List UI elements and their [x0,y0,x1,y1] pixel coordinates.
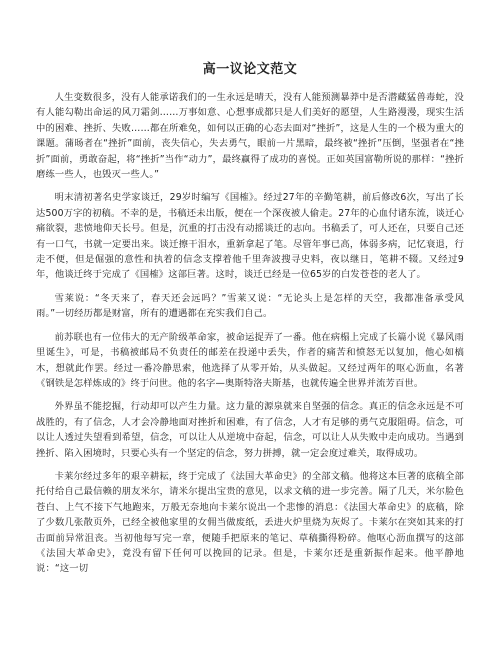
paragraph-intro: 人生变数很多，没有人能承诺我们的一生永远是晴天，没有人能预测暴莽中是否潜藏猛兽毒蛇，没有人能勾勒出命运的风刀霜剑……万事如意、心想事成都只是人们美好的愿望，人生路漫漫，现实生活中的困难、挫折、失败……都在所难免，如何以正确的心态去面对“挫折”，这是人生的一个极为重大的课题。蒲旸者在“挫折”面前，丧失信心，失去勇气，眼前一片黑暗，最终被“挫折”压倒，坚强者在“挫折”面前，勇敢奋起，将“挫折”当作“动力”，最终赢得了成功的喜悦。正如英国富勒所说的那样：“挫折磨练一些人，也毁灭一些人。” [36,92,464,181]
paragraph-shelley: 雪莱说：“冬天来了，春天还会远吗？”雪莱又说：“无论头上是怎样的天空，我都准备承受风雨。”一切经历都是财富，所有的遭遇都在充实我们自己。 [36,292,464,320]
paragraph-carlyle: 卡莱尔经过多年的艰辛耕耘，终于完成了《法国大革命史》的全部文稿。他将这本巨著的底稿全部托付给自己最信赖的朋友米尔，请米尔提出宝贵的意见，以求文稿的进一步完善。隔了几天，米尔脸色苍白、上气不接下气地跑来，万般无奈地向卡莱尔说出一个悲惨的消息：《法国大革命史》的底稿，除了少数几张散页外，已经全被他家里的女佣当做废纸，丢进火炉里烧为灰烬了。卡莱尔在突如其来的打击面前异常沮丧。当初他每写完一章，便随手把原来的笔记、草稿撕得粉碎。他呕心沥血撰写的这部《法国大革命史》，竟没有留下任何可以挽回的记录。但是，卡莱尔还是重新振作起来。他平静地说：“这一切 [36,470,464,575]
page-title: 高一议论文范文 [202,62,298,77]
paragraph-belief: 外界虽不能挖掘，行动却可以产生力量。这力量的源泉就来自坚强的信念。真正的信念永远是不可战胜的，有了信念，人才会冷静地面对挫折和困难，有了信念，人才有足够的勇气克服阻碍。信念，可以让人透过失望看到希望，信念，可以让人从逆境中奋起，信念，可以让人从失败中走向成功。当遇到挫折、陷入困境时，只要心头有一个坚定的信念，努力拼搏，就一定会度过难关，取得成功。 [36,401,464,459]
paragraph-ostrovsky: 前苏联也有一位伟大的无产阶级革命家，被命运捉弄了一番。他在病榻上完成了长篇小说《暴风雨里诞生》，可是，书稿被邮局不负责任的邮差在投递中丢失，作者的痛苦和愤怒无以复加，他心如槁木，想就此作罢。经过一番冷静思索，他选择了从零开始，从头做起。又经过两年的呕心沥血，名著《钢铁是怎样炼成的》终于问世。他的名字—奥斯特洛夫斯基，也就传遍全世界并流芳百世。 [36,331,464,389]
paragraph-tan-qian: 明末清初著名史学家谈迁，29岁时编写《国榷》。经过27年的辛勤笔耕，前后修改6次，写出了长达500万字的初稿。不幸的是，书稿还未出版，便在一个深夜被人偷走。27年的心血付诸东流，谈迁心痛欲裂，悲愤地仰天长号。但是，沉重的打击没有动摇谈迁的志向。书稿丢了，可人还在，只要自己还有一口气，书就一定要出来。谈迁擦干泪水，重新拿起了笔。尽管年事已高，体弱多病，记忆衰退，行走不便，但是倔强的意性和执着的信念支撑着他千里奔波搜寻史料，夜以继日，笔耕不辍。又经过9年，他谈迁终于完成了《国榷》这部巨著。这时，谈迁已经是一位65岁的白发苍苍的老人了。 [36,192,464,281]
